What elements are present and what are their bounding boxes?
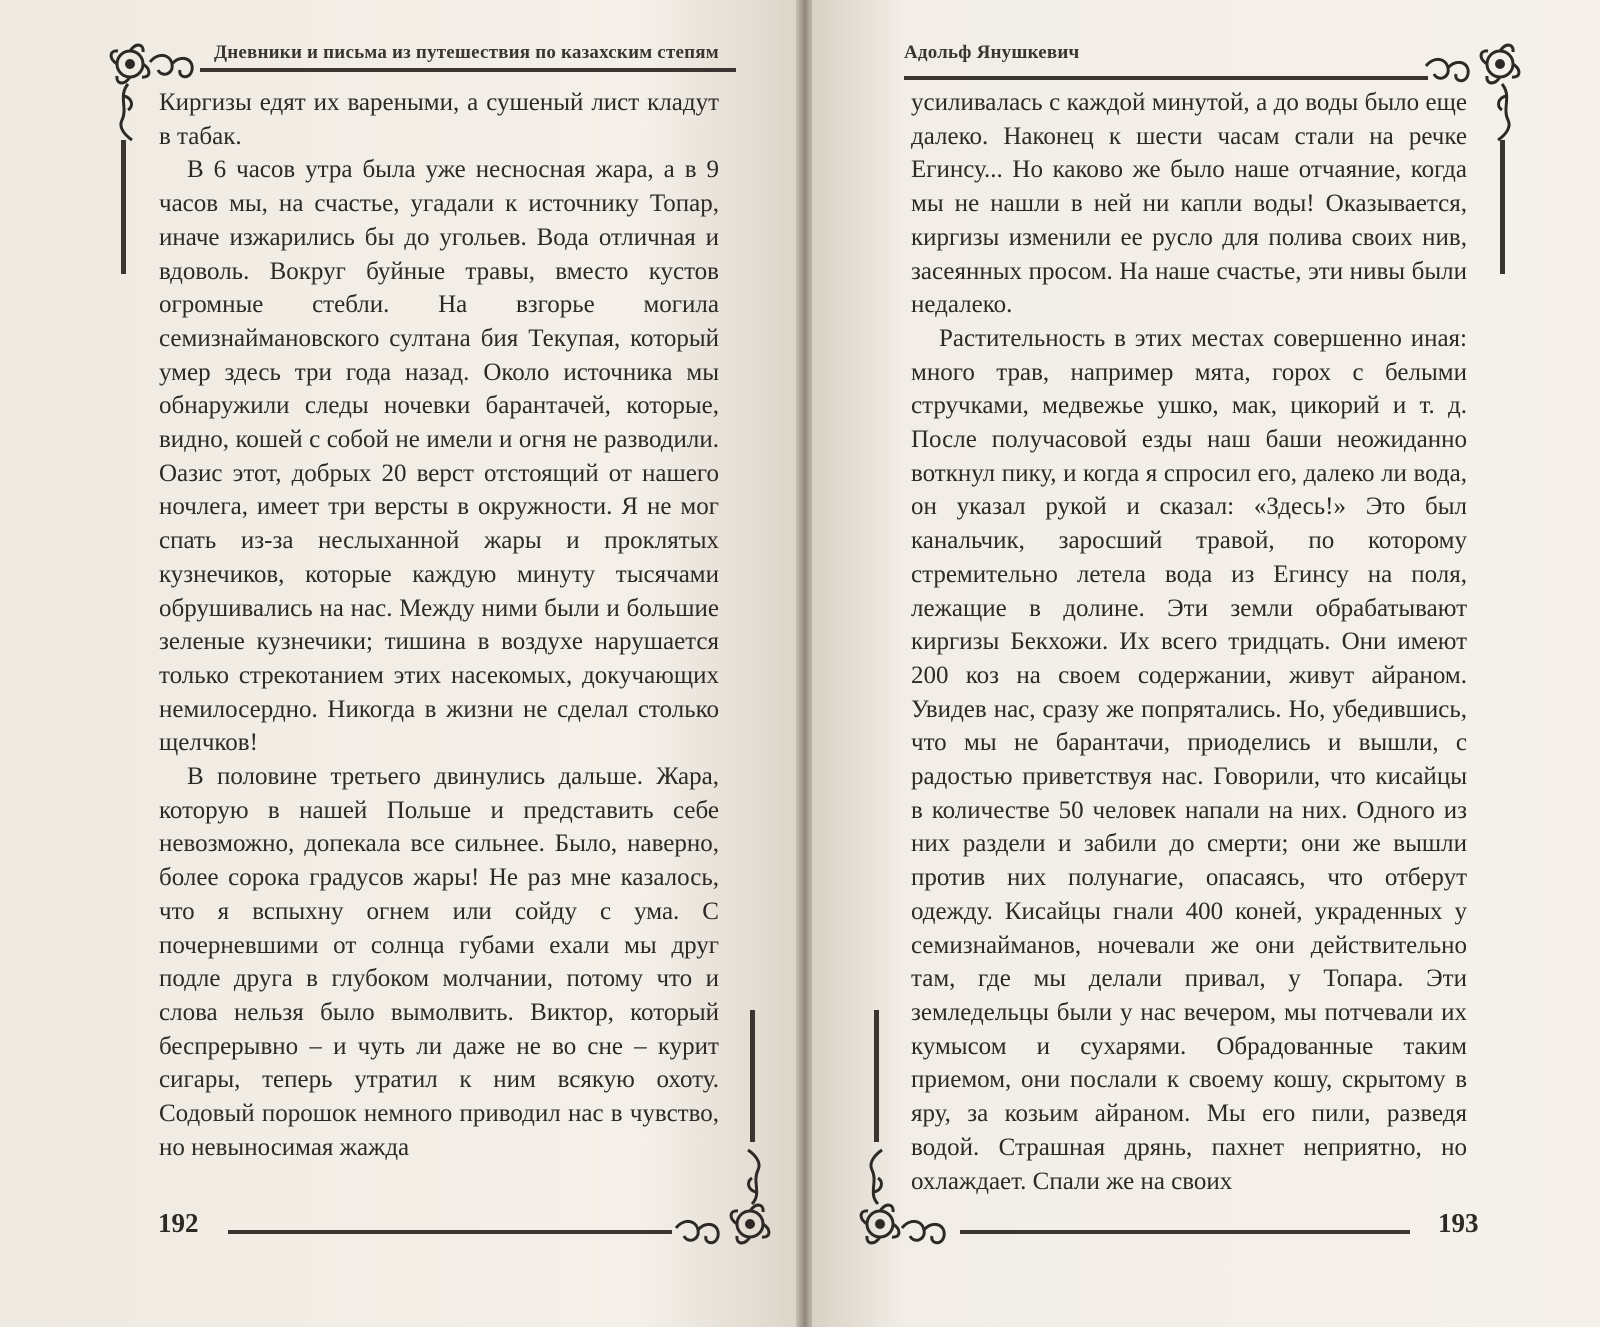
page-body	[911, 86, 1467, 1198]
ornament-corner-icon	[852, 1148, 962, 1258]
paragraph: усиливалась с каждой минутой, а до воды было еще далеко. Наконец к шести часам стали на речке Егинсу... Но каково же было наше отчаяние, когда мы не нашли в ней ни капли воды! Оказывается, киргизы изменили ее русло для полива своих нив, засеянных просом. На наше счастье, эти нивы были недалеко.	[911, 89, 1467, 319]
paragraph: Растительность в этих местах совершенно иная: много трав, например мята, горох с белыми стручками, медвежье ушко, мак, цикорий и т. д. После получасовой езды наш баши неожиданно воткнул пику, и когда я спросил его, далеко ли вода, он указал рукой и сказал: «Здесь!» Это был канальчик, заросший травой, по которому стремительно летела вода из Егинсу на поля, лежащие в долине. Эти земли обрабатывают киргизы Бекхожи. Их всего тридцать. Они имеют 200 коз на своем содержании, живут айраном. Увидев нас, сразу же попрятались. Но, убедившись, что мы не барантачи, приоделись и вышли, с радостью приветствуя нас. Говорили, что кисайцы в количестве 50 человек напали на них. Одного из них раздели и забили до смерти; они же вышли против них полунагие, опасаясь, что отберут одежду. Кисайцы гнали 400 коней, украденных у семизнайманов, ночевали же они действительно там, где мы делали привал, у Топара. Эти земледельцы были у нас вечером, мы потчевали их кумысом и сухарями. Обрадованные таким приемом, они послали к своему кошу, скрытому в яру, за козьим айраном. Мы его пили, разведя водой. Страшная дрянь, пахнет неприятно, но охлаждает. Спали же на своих	[911, 324, 1467, 1195]
margin-bar	[121, 140, 126, 274]
running-header: Дневники и письма из путешествия по казахским степям	[214, 42, 719, 63]
paragraph: Киргизы едят их вареными, а сушеный лист кладут в табак.	[159, 89, 719, 150]
running-header: Адольф Янушкевич	[904, 42, 1080, 63]
header-rule	[200, 68, 736, 72]
paragraph: В половине третьего двинулись дальше. Жара, которую в нашей Польше и представить себе невозможно, допекала все сильнее. Было, наверно, более сорока градусов жары! Не раз мне казалось, что я вспыхну огнем или сойду с ума. С почерневшими от солнца губами ехали мы друг подле друга в глубоком молчании, потому что и слова нельзя было вымолвить. Виктор, который беспрерывно – и чуть ли даже не во сне – курит сигары, теперь утратил к ним всякую охоту. Содовый порошок немного приводил нас в чувство, но невыносимая жажда	[159, 763, 719, 1161]
header-rule	[904, 76, 1428, 80]
footer-rule	[228, 1230, 672, 1234]
ornament-corner-icon	[668, 1148, 778, 1258]
page-number: 192	[158, 1208, 199, 1238]
page-body	[159, 86, 719, 1165]
right-page	[812, 0, 1600, 1327]
margin-bar	[874, 1010, 879, 1142]
margin-bar	[1500, 140, 1505, 274]
footer-rule	[960, 1230, 1410, 1234]
page-number: 193	[1438, 1208, 1479, 1238]
paragraph: В 6 часов утра была уже несносная жара, а в 9 часов мы, на счастье, угадали к источнику Топар, иначе изжарились бы до угольев. Вода отличная и вдоволь. Вокруг буйные травы, вместо кустов огромные стебли. На взгорье могила семизнаймановского султана бия Текупая, который умер здесь три года назад. Около источника мы обнаружили следы ночевки барантачей, которые, видно, кошей с собой не имели и огня не разводили. Оазис этот, добрых 20 верст отстоящий от нашего ночлега, имеет три версты в окружности. Я не мог спать из-за неслыханной жары и проклятых кузнечиков, которые каждую минуту тысячами обрушивались на нас. Между ними были и большие зеленые кузнечики; тишина в воздухе нарушается только стрекотанием этих насекомых, докучающих немилосердно. Никогда в жизни не сделал столько щелчков!	[159, 156, 719, 757]
margin-bar	[750, 1010, 755, 1142]
